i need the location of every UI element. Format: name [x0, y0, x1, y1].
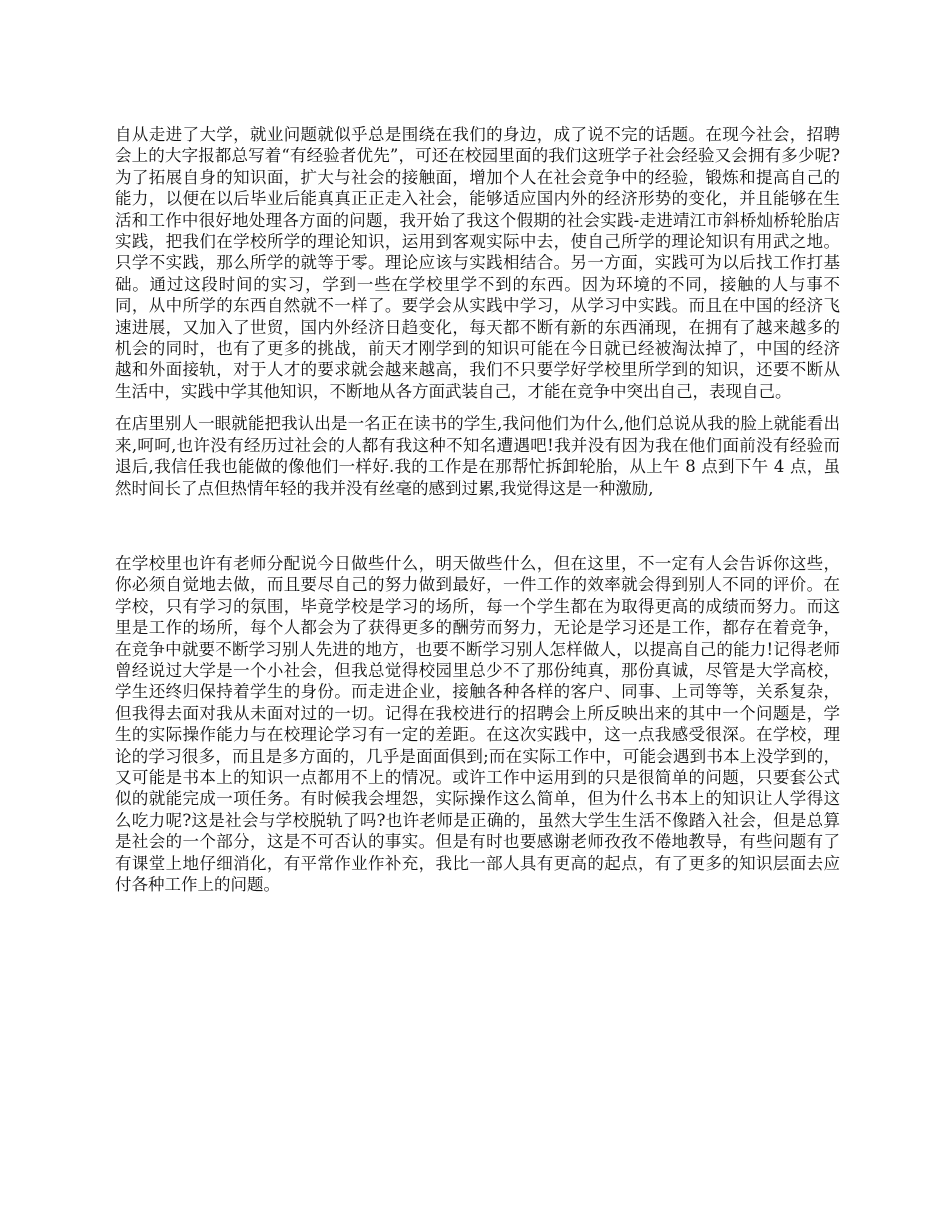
paragraph-3: 在学校里也许有老师分配说今日做些什么，明天做些什么，但在这里，不一定有人会告诉你这些，你必须自觉地去做，而且要尽自己的努力做到最好，一件工作的效率就会得到别人不同的评价。在学校，只有学习的氛围，毕竟学校是学习的场所，每一个学生都在为取得更高的成绩而努力。而这里是工作的场所，每个人都会为了获得更多的酬劳而努力，无论是学习还是工作，都存在着竞争，在竞争中就要不断学习别人先进的地方，也要不断学习别人怎样做人，以提高自己的能力!记得老师曾经说过大学是一个小社会，但我总觉得校园里总少不了那份纯真，那份真诚，尽管是大学高校，学生还终归保持着学生的身份。而走进企业，接触各种各样的客户、同事、上司等等，关系复杂，但我得去面对我从未面对过的一切。记得在我校进行的招聘会上所反映出来的其中一个问题是，学生的实际操作能力与在校理论学习有一定的差距。在这次实践中，这一点我感受很深。在学校，理论的学习很多，而且是多方面的，几乎是面面俱到;而在实际工作中，可能会遇到书本上没学到的，又可能是书本上的知识一点都用不上的情况。或许工作中运用到的只是很简单的问题，只要套公式似的就能完成一项任务。有时候我会埋怨，实际操作这么简单，但为什么书本上的知识让人学得这么吃力呢?这是社会与学校脱轨了吗?也许老师是正确的，虽然大学生生活不像踏入社会，但是总算是社会的一个部分，这是不可否认的事实。但是有时也要感谢老师孜孜不倦地教导，有些问题有了有课堂上地仔细消化，有平常作业作补充，我比一部人具有更高的起点，有了更多的知识层面去应付各种工作上的问题。	[115, 553, 840, 894]
paragraph-2: 在店里别人一眼就能把我认出是一名正在读书的学生,我问他们为什么,他们总说从我的脸上就能看出来,呵呵,也许没有经历过社会的人都有我这种不知名遭遇吧!我并没有因为我在他们面前没有经验而退后,我信任我也能做的像他们一样好.我的工作是在那帮忙拆卸轮胎，从上午 8 点到下午 4 点，虽然时间长了点但热情年轻的我并没有丝毫的感到过累,我觉得这是一种激励,	[115, 414, 840, 498]
document-body	[115, 124, 840, 895]
paragraph-1: 自从走进了大学，就业问题就似乎总是围绕在我们的身边，成了说不完的话题。在现今社会，招聘会上的大字报都总写着“有经验者优先”，可还在校园里面的我们这班学子社会经验又会拥有多少呢?为了拓展自身的知识面，扩大与社会的接触面，增加个人在社会竞争中的经验，锻炼和提高自己的能力，以便在以后毕业后能真真正正走入社会，能够适应国内外的经济形势的变化，并且能够在生活和工作中很好地处理各方面的问题，我开始了我这个假期的社会实践-走进靖江市斜桥灿桥轮胎店实践，把我们在学校所学的理论知识，运用到客观实际中去，使自己所学的理论知识有用武之地。只学不实践，那么所学的就等于零。理论应该与实践相结合。另一方面，实践可为以后找工作打基础。通过这段时间的实习，学到一些在学校里学不到的东西。因为环境的不同，接触的人与事不同，从中所学的东西自然就不一样了。要学会从实践中学习，从学习中实践。而且在中国的经济飞速进展，又加入了世贸，国内外经济日趋变化，每天都不断有新的东西涌现，在拥有了越来越多的机会的同时，也有了更多的挑战，前天才刚学到的知识可能在今日就已经被淘汰掉了，中国的经济越和外面接轨，对于人才的要求就会越来越高，我们不只要学好学校里所学到的知识，还要不断从生活中，实践中学其他知识，不断地从各方面武装自己，才能在竞争中突出自己，表现自己。	[115, 125, 840, 401]
